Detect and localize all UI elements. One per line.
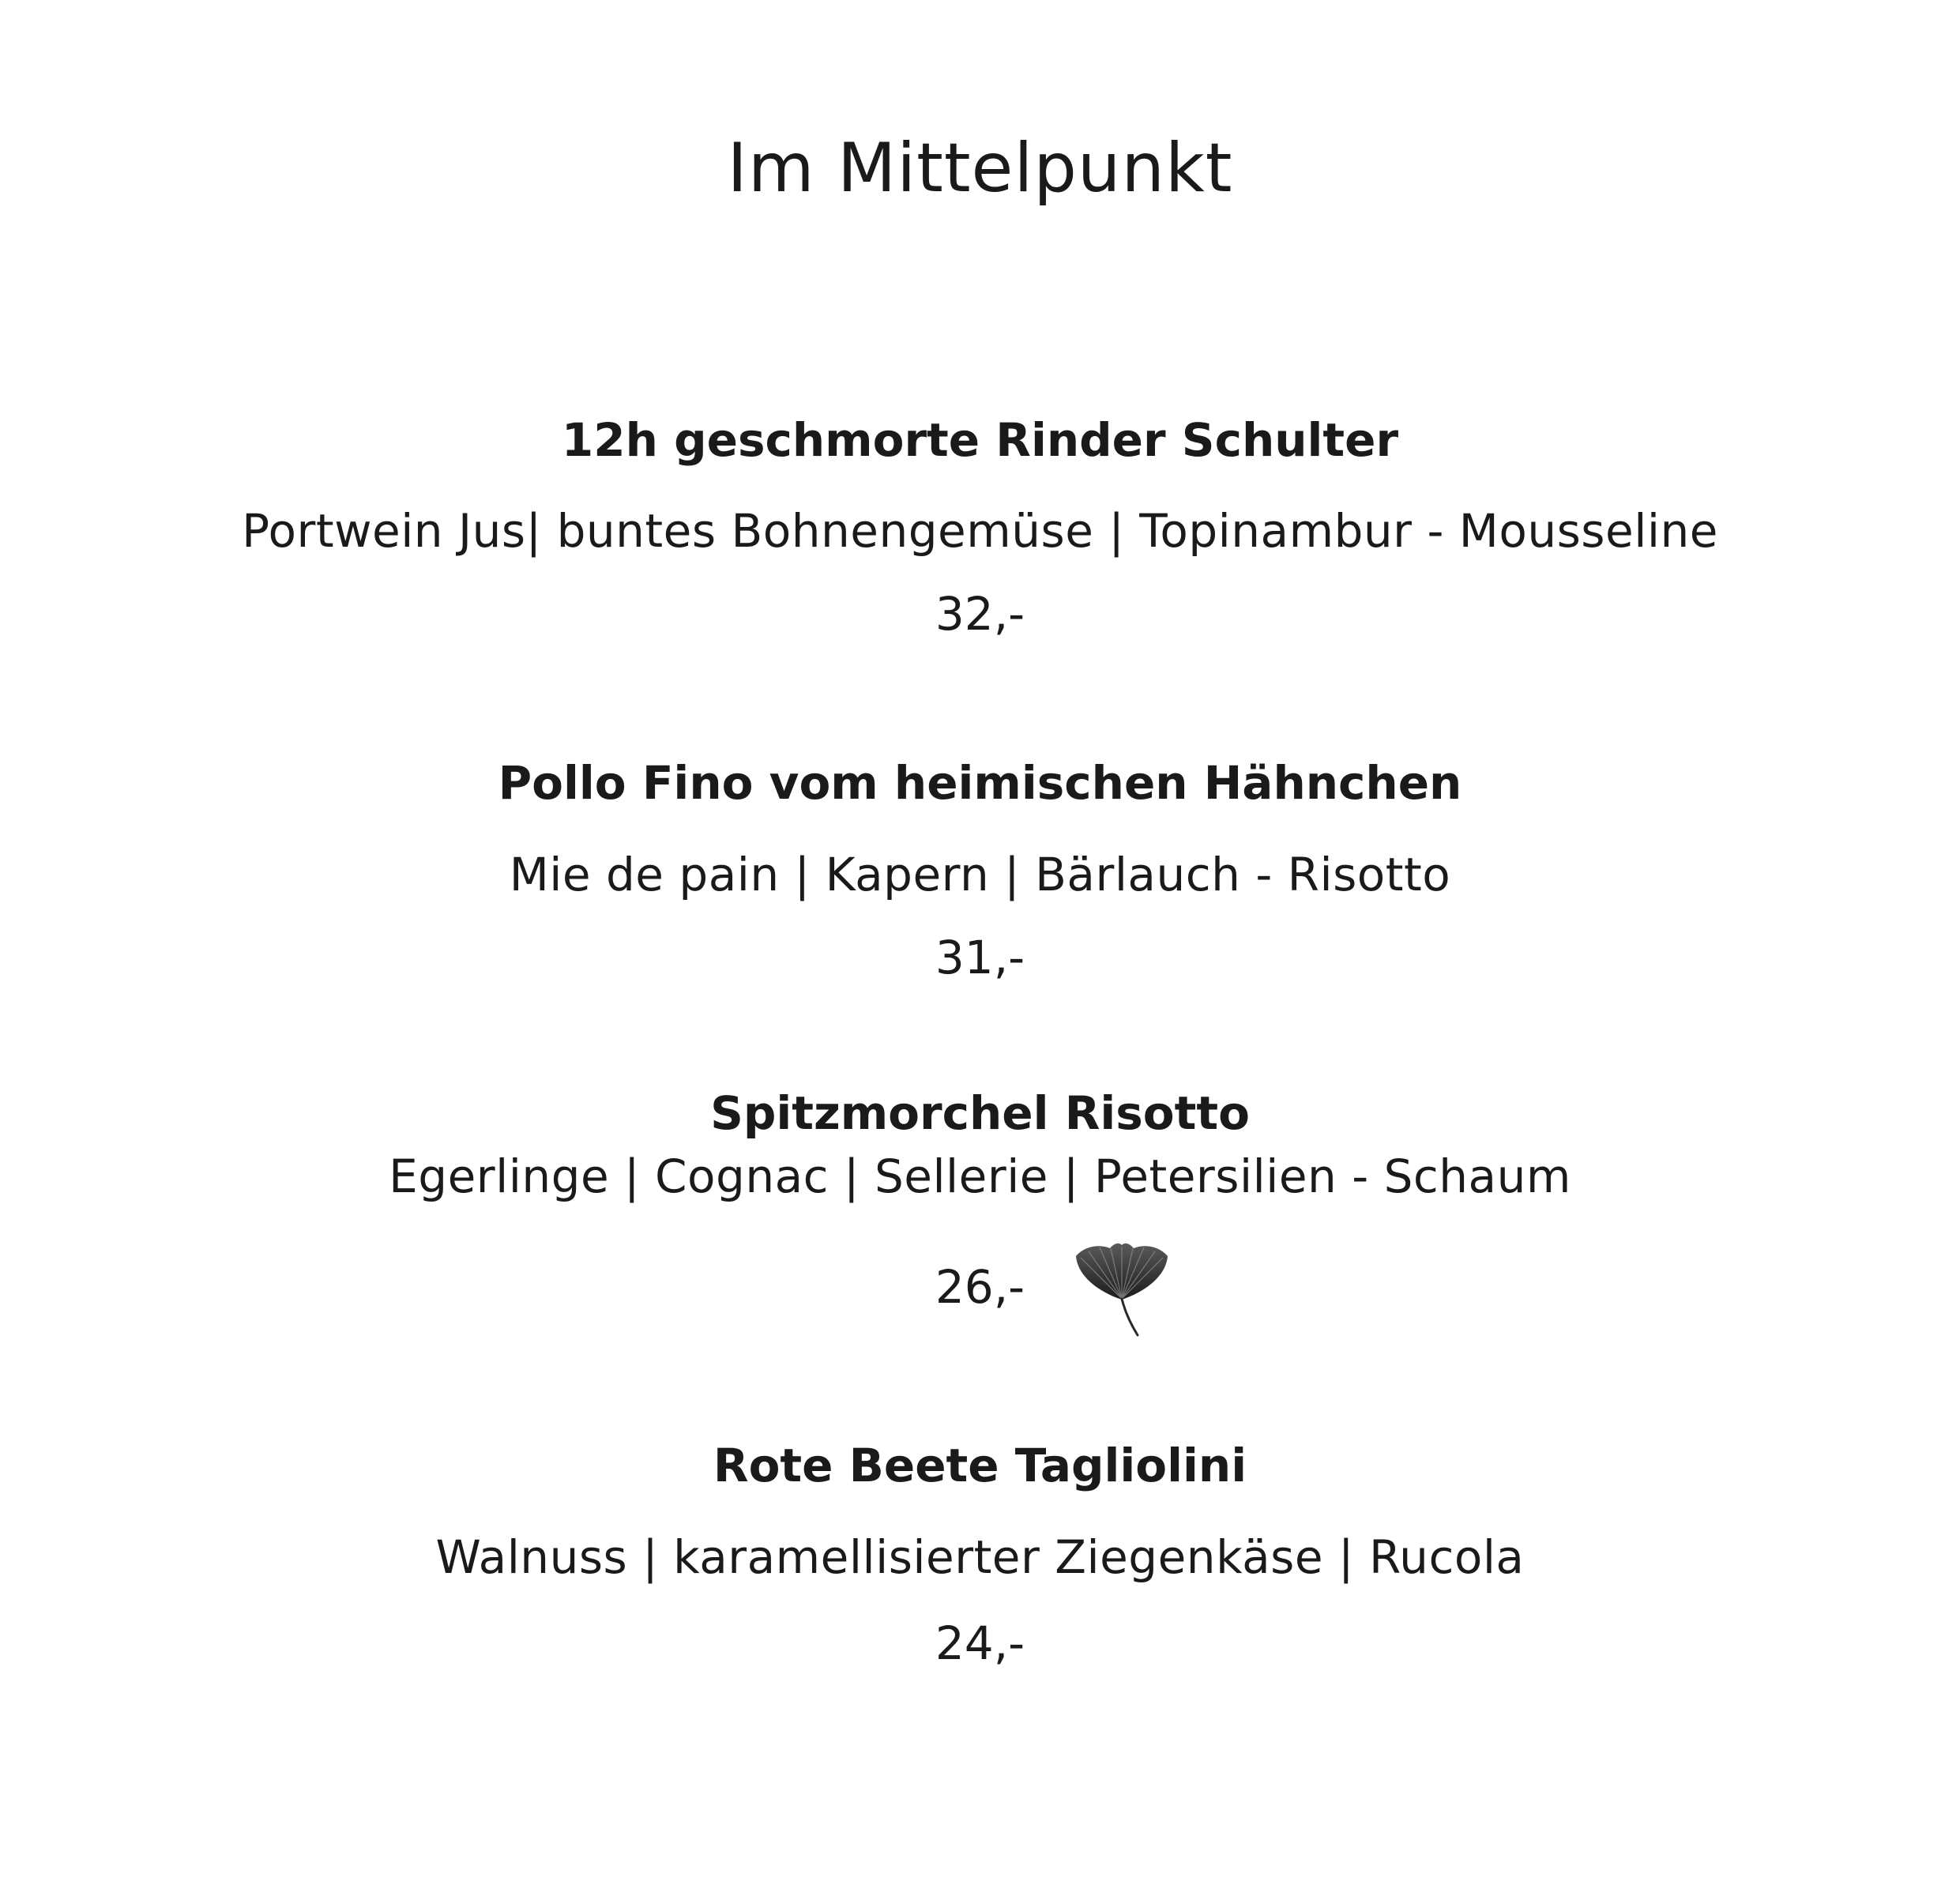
dish-description: Egerlinge | Cognac | Sellerie | Petersilien - Schaum bbox=[389, 1149, 1571, 1203]
dish-price: 24,- bbox=[935, 1616, 1025, 1670]
dish-price: 32,- bbox=[935, 587, 1025, 641]
page-title: Im Mittelpunkt bbox=[727, 129, 1233, 208]
ginkgo-leaf-icon bbox=[1067, 1232, 1177, 1343]
dish-description: Mie de pain | Kapern | Bärlauch - Risotto bbox=[509, 848, 1451, 901]
dish-description: Portwein Jus| buntes Bohnengemüse | Topinambur - Mousseline bbox=[242, 504, 1718, 558]
dish-name: Rote Beete Tagliolini bbox=[713, 1439, 1247, 1492]
dish-price: 26,- bbox=[935, 1260, 1025, 1314]
dish-price: 31,- bbox=[935, 931, 1025, 984]
price-row bbox=[0, 1232, 1960, 1343]
dish-name: 12h geschmorte Rinder Schulter bbox=[561, 413, 1399, 467]
dish-name: Pollo Fino vom heimischen Hähnchen bbox=[498, 756, 1462, 810]
dish-description: Walnuss | karamellisierter Ziegenkäse | Rucola bbox=[435, 1530, 1525, 1584]
dish-name: Spitzmorchel Risotto bbox=[710, 1086, 1250, 1140]
